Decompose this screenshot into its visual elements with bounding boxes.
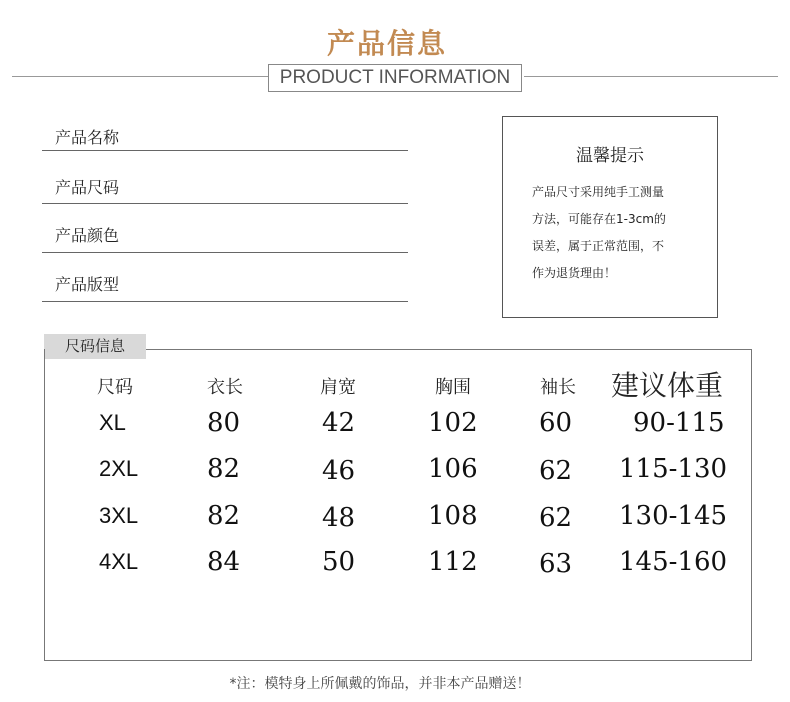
tip-line: 误差，属于正常范围，不 [532, 239, 665, 253]
tip-box [502, 116, 718, 318]
field-label-size: 产品尺码 [55, 178, 120, 197]
cell-sleeve: 63 [539, 549, 573, 579]
header-weight: 建议体重 [611, 369, 724, 402]
cell-length: 82 [207, 501, 241, 531]
cell-sleeve: 62 [539, 456, 573, 486]
cell-weight: 130-145 [619, 501, 728, 531]
field-underline [42, 301, 408, 302]
cell-weight: 115-130 [619, 454, 728, 484]
cell-weight: 90-115 [633, 408, 725, 438]
field-label-color: 产品颜色 [55, 226, 120, 245]
cell-length: 82 [207, 454, 241, 484]
field-label-name: 产品名称 [55, 128, 120, 147]
cell-shoulder: 46 [322, 456, 356, 486]
cell-chest: 108 [428, 501, 478, 531]
title-divider-right [524, 76, 778, 77]
header-length: 衣长 [207, 377, 243, 398]
field-underline [42, 252, 408, 253]
cell-chest: 106 [428, 454, 478, 484]
footnote: *注：模特身上所佩戴的饰品，并非本产品赠送！ [229, 676, 531, 692]
cell-shoulder: 48 [322, 503, 356, 533]
header-shoulder: 肩宽 [320, 377, 356, 398]
section-title-cn: 产品信息 [326, 27, 447, 60]
tip-line: 方法，可能存在1-3cm的 [532, 212, 666, 226]
tip-line: 作为退货理由！ [532, 266, 617, 280]
cell-shoulder: 42 [322, 408, 356, 438]
cell-chest: 112 [428, 547, 478, 577]
header-chest: 胸围 [435, 377, 471, 398]
header-sleeve: 袖长 [540, 377, 576, 398]
cell-sleeve: 60 [539, 408, 573, 438]
cell-length: 80 [207, 408, 241, 438]
field-underline [42, 203, 408, 204]
title-divider-left [12, 76, 268, 77]
cell-chest: 102 [428, 408, 478, 438]
size-info-tab: 尺码信息 [44, 334, 146, 359]
cell-size: XL [99, 410, 126, 435]
tip-title: 温馨提示 [576, 146, 644, 166]
tip-body [532, 179, 708, 287]
cell-shoulder: 50 [322, 547, 356, 577]
tip-line: 产品尺寸采用纯手工测量 [532, 185, 665, 199]
section-title-en: PRODUCT INFORMATION [268, 64, 522, 92]
header-size: 尺码 [97, 377, 133, 398]
cell-weight: 145-160 [619, 547, 728, 577]
cell-size: 2XL [99, 456, 139, 481]
field-underline [42, 150, 408, 151]
field-label-fit: 产品版型 [55, 275, 120, 294]
cell-size: 3XL [99, 503, 139, 528]
cell-size: 4XL [99, 549, 139, 574]
cell-length: 84 [207, 547, 241, 577]
cell-sleeve: 62 [539, 503, 573, 533]
